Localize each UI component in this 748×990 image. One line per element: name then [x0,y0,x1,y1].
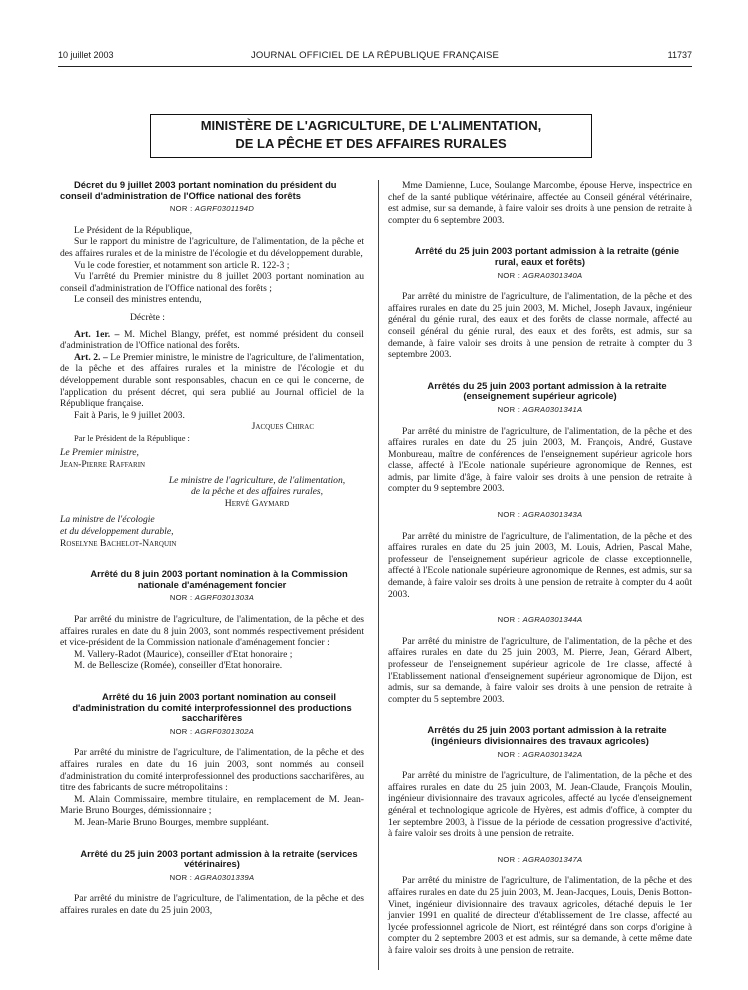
arrete-title: Arrêtés du 25 juin 2003 portant admission à la retraite (ingénieurs divisionnaires des travaux agricoles) [427,724,667,746]
pm-title: Le Premier ministre, [60,447,139,459]
arrete-para: M. Alain Commissaire, membre titulaire, en remplacement de M. Jean-Marie Bruno Bourges, démissionnaire ; [60,793,364,817]
right-column [388,180,692,956]
ministry-box [150,114,592,158]
arrete-title: Arrêté du 16 juin 2003 portant nomination au conseil d'administration du comité interprofessionnel des productions saccharifères [72,690,352,724]
arrete-retraite-travaux-agricoles [388,725,692,956]
header-date: 10 juillet 2003 [58,50,114,60]
arrete-retraite-enseignement [388,381,692,706]
minister-name: Hervé Gaymard [224,497,290,509]
decree-par: Par le Président de la République : [74,433,190,443]
decree-para: Le Président de la République, [74,224,193,236]
page-header [58,48,692,64]
column-separator [378,180,379,970]
arrete-para: Par arrêté du ministre de l'agriculture, de l'alimentation, de la pêche et des affaires rurales en date du 25 juin 2003, M. Jean-Claude, François Moulin, ingénieur divisionnaire des travaux agricoles, affecté au lycée d'enseignement général et technologique agricole de Hyères, est admis d'office, à compter du 1er septembre 2003, à l'issue de la période de cessation progressive d'activité, à faire valoir ses droits à une pension de retraite. [388,770,692,840]
arrete-nor: NOR : AGRA0301341A [497,404,583,414]
decree-signer: Jacques Chirac [251,421,314,433]
arrete-nor: NOR : AGRA0301343A [497,510,583,520]
arrete-para: Par arrêté du ministre de l'agriculture, de l'alimentation, de la pêche et des affaires rurales en date du 25 juin 2003, [60,893,364,916]
decree-nomination-onf [60,180,364,549]
decree-nor: NOR : AGRF0301194D [169,204,255,214]
arrete-para: Par arrêté du ministre de l'agriculture, de l'alimentation, de la pêche et des affaires rurales en date du 25 juin 2003, M. François, André, Gustave Monbureau, maître de conférences de l'enseignement supérieur agricole hors classe, affecté à l'Ecole nationale supérieure agronomique de Rennes, est admis, par limite d'âge, à faire valoir ses droits à une pension de retraite à compter du 9 septembre 2003. [388,425,692,495]
eco-title-2: et du développement durable, [60,526,174,538]
decree-fait: Fait à Paris, le 9 juillet 2003. [74,409,185,421]
arrete-nor: NOR : AGRF0301302A [169,726,255,736]
ministry-line-1: MINISTÈRE DE L'AGRICULTURE, DE L'ALIMENTATION, [200,118,542,133]
arrete-para: Par arrêté du ministre de l'agriculture, de l'alimentation, de la pêche et des affaires rurales en date du 25 juin 2003, M. Michel, Joseph Javaux, ingénieur général du génie rural, des eaux et des forêts de classe normale, affecté au conseil général du génie rural, des eaux et des forêts, est admis, sur sa demande, à faire valoir ses droits à une pension de retraite à compter du 3 septembre 2003. [388,291,692,361]
arrete-para: M. Vallery-Radot (Maurice), conseiller d'Etat honoraire ; [74,648,293,660]
ministry-line-2: DE LA PÊCHE ET DES AFFAIRES RURALES [235,136,507,151]
minister-title-1: Le ministre de l'agriculture, de l'alimentation, [168,474,346,486]
left-column [60,180,364,916]
arrete-nor: NOR : AGRA0301344A [497,615,583,625]
arrete-para: Par arrêté du ministre de l'agriculture, de l'alimentation, de la pêche et des affaires rurales en date du 25 juin 2003, M. Pierre, Jean, Gérard Albert, professeur de l'enseignement supérieur agricole de 1re classe, affecté à l'Etablissement national d'enseignement supérieur agronomique de Dijon, est admis, sur sa demande, à faire valoir ses droits à une pension de retraite à compter du 5 septembre 2003. [388,635,692,705]
decree-article-2: Art. 2. – Le Premier ministre, le ministre de l'agriculture, de l'alimentation, de la pêche et des affaires rurales et la ministre de l'écologie et du développement durable sont responsables, chacun en ce qui le concerne, de l'application du présent décret, qui sera publié au Journal officiel de la République française. [60,351,364,410]
arrete-nor: NOR : AGRF0301303A [169,593,255,603]
arrete-para: M. Jean-Marie Bruno Bourges, membre suppléant. [74,816,269,828]
decree-para: Vu l'arrêté du Premier ministre du 8 juillet 2003 portant nomination au conseil d'administration de l'Office national des forêts ; [60,271,364,294]
continued-para: Mme Damienne, Luce, Soulange Marcombe, épouse Herve, inspectrice en chef de la santé publique vétérinaire, affectée au Conseil général vétérinaire, est admise, sur sa demande, à faire valoir ses droits à une pension de retraite à compter du 6 septembre 2003. [388,180,692,226]
eco-name: Roselyne Bachelot-Narquin [60,537,177,549]
header-rule [58,66,692,67]
header-journal-title: JOURNAL OFFICIEL DE LA RÉPUBLIQUE FRANÇAISE [250,50,500,61]
arrete-para: Par arrêté du ministre de l'agriculture, de l'alimentation, de la pêche et des affaires rurales en date du 25 juin 2003, M. Jean-Jacques, Louis, Denis Botton-Vinet, ingénieur divisionnaire des travaux agricoles, détaché depuis le 1er janvier 1991 en qualité de directeur d'établissement de 1re classe, affecté au lycée professionnel agricole de Niort, est réintégré dans son corps d'origine à compter du 2 septembre 2003 et est admis, sur sa demande, à cette même date à faire valoir ses droits à une pension de retraite. [388,875,692,956]
arrete-comite-saccharifere [60,692,364,829]
arrete-title: Arrêté du 25 juin 2003 portant admission à la retraite (services vétérinaires) [80,847,358,870]
decree-article-1: Art. 1er. – M. Michel Blangy, préfet, est nommé président du conseil d'administration de l'Office national des forêts. [60,328,364,352]
arrete-para: Par arrêté du ministre de l'agriculture, de l'alimentation, de la pêche et des affaires rurales en date du 16 juin 2003, sont nommés au conseil d'administration du comité interprofessionnel des productions saccharifères, au titre des fabricants de sucre métropolitains : [60,747,364,794]
arrete-title: Arrêtés du 25 juin 2003 portant admission à la retraite (enseignement supérieur agricole) [427,379,667,402]
arrete-nor: NOR : AGRA0301342A [497,749,583,759]
decree-para: Vu le code forestier, et notamment son article R. 122-3 ; [74,259,290,271]
decree-title: Décret du 9 juillet 2003 portant nomination du président du conseil d'administration de l'Office national des forêts [60,179,337,201]
pm-name: Jean-Pierre Raffarin [60,459,146,471]
decree-para: Sur le rapport du ministre de l'agriculture, de l'alimentation, de la pêche et des affaires rurales et de la ministre de l'écologie et du développement durable, [60,236,364,259]
arrete-title: Arrêté du 8 juin 2003 portant nomination à la Commission nationale d'aménagement foncier [90,568,348,590]
decree-decrete: Décrète : [130,311,165,323]
header-page-number: 11737 [667,50,692,60]
arrete-retraite-veterinaire [60,849,364,917]
arrete-nor: NOR : AGRA0301339A [169,872,255,882]
arrete-commission-fonciere [60,569,364,672]
arrete-nor: NOR : AGRA0301347A [497,854,583,864]
eco-title-1: La ministre de l'écologie [60,514,155,526]
arrete-para: Par arrêté du ministre de l'agriculture, de l'alimentation, de la pêche et des affaires rurales en date du 25 juin 2003, M. Louis, Adrien, Pascal Mahe, professeur de l'enseignement supérieur agricole de classe exceptionnelle, affecté à l'Ecole nationale supérieure agronomique de Rennes, est admis, sur sa demande, à faire valoir ses droits à une pension de retraite à compter du 4 août 2003. [388,530,692,600]
arrete-para: Par arrêté du ministre de l'agriculture, de l'alimentation, de la pêche et des affaires rurales en date du 8 juin 2003, sont nommés respectivement président et vice-président de la Commission nationale d'aménagement foncier : [60,614,364,649]
arrete-para: M. de Bellescize (Romée), conseiller d'Etat honoraire. [74,660,283,672]
decree-para: Le conseil des ministres entendu, [74,294,202,306]
minister-title-2: de la pêche et des affaires rurales, [190,486,324,498]
arrete-nor: NOR : AGRA0301340A [497,270,583,280]
arrete-title: Arrêté du 25 juin 2003 portant admission à la retraite (génie rural, eaux et forêts) [414,245,680,267]
arrete-retraite-genie-rural [388,246,692,360]
